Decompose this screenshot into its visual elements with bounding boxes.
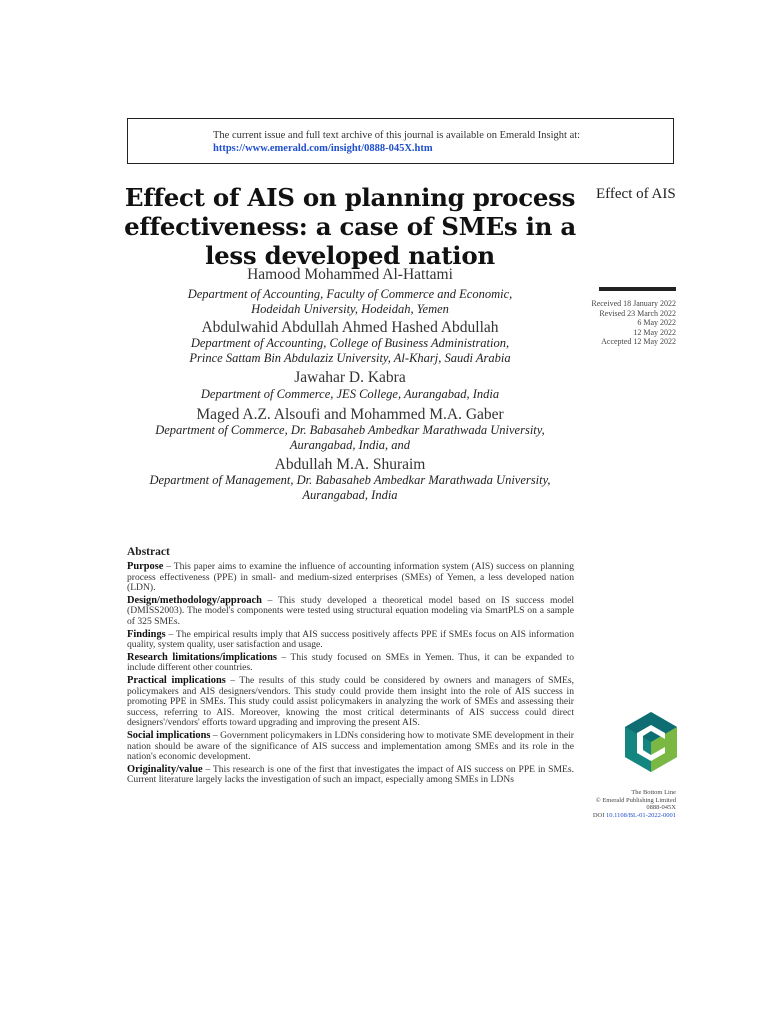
journal-name: The Bottom Line [631,789,676,796]
abstract-practical [127,676,574,729]
journal-doi [593,812,676,820]
abstract-purpose [127,562,574,594]
author-affiliation [100,387,600,402]
abstract-limitations [127,653,574,674]
abstract-section-text: – This study developed a theoretical model based on IS success model (DMISS2003). The model's components were tested using structural equation modeling via SmartPLS on a sample of 325 SMEs. [127,594,574,627]
journal-info [593,789,676,819]
paper-title-line-3: less developed nation [205,241,495,270]
author-name: Jawahar D. Kabra [294,369,406,386]
affiliation-line: Department of Accounting, Faculty of Commerce and Economic, [187,287,513,301]
author-name: Hamood Mohammed Al-Hattami [247,266,453,283]
doi-link[interactable]: 10.1108/BL-01-2022-0001 [606,811,676,819]
abstract-section-label: Originality/value [127,763,203,775]
affiliation-line: Aurangabad, India, and [289,437,411,452]
affiliation-line: Department of Commerce, JES College, Aurangabad, India [200,387,500,401]
paper-title [118,183,582,270]
emerald-logo-icon [625,712,677,772]
author-name: Maged A.Z. Alsoufi and Mohammed M.A. Gaber [196,406,504,423]
author-affiliation [100,423,600,452]
affiliation-line: Aurangabad, India [302,487,398,502]
date-received: Received 18 January 2022 [591,299,676,308]
archive-notice-link[interactable]: https://www.emerald.com/insight/0888-045X.htm [213,143,433,154]
author-name: Abdullah M.A. Shuraim [274,456,426,473]
abstract-section-text: – The empirical results imply that AIS success positively affects PPE if SMEs focus on AIS information quality, system quality, user satisfaction and usage. [127,628,574,651]
abstract-heading: Abstract [127,546,170,558]
paper-title-line-2: effectiveness: a case of SMEs in a [124,212,576,241]
abstract-design [127,596,574,628]
paper-title-line-1: Effect of AIS on planning process [124,183,576,212]
affiliation-line: Department of Management, Dr. Babasaheb Ambedkar Marathwada University, [149,473,551,487]
abstract-section-label: Purpose [127,561,164,572]
date-revised-2: 6 May 2022 [637,318,676,327]
archive-notice-text: The current issue and full text archive of this journal is available on Emerald Insight at: [213,130,581,141]
author-affiliation [100,336,600,365]
author-affiliation [100,287,600,316]
margin-rule [599,287,676,291]
abstract-section-label: Design/methodology/approach [127,594,262,606]
affiliation-line: Department of Accounting, College of Business Administration, [190,336,510,350]
submission-dates [591,299,676,347]
abstract-originality [127,765,574,786]
abstract-social [127,731,574,763]
journal-issn: 0888-045X [646,804,676,812]
abstract-section-text: – This research is one of the first that investigates the impact of AIS success on PPE in SMEs. Current literature largely lacks the investigation of such an impact, especially among SMEs in LDNs [127,763,574,786]
date-revised-3: 12 May 2022 [633,327,676,337]
doi-label: DOI [592,811,606,819]
author-name: Abdulwahid Abdullah Ahmed Hashed Abdullah [201,319,499,336]
abstract-section-label: Social implications [127,729,211,741]
abstract-section-label: Research limitations/implications [127,651,277,663]
author-affiliation [100,473,600,502]
affiliation-line: Department of Commerce, Dr. Babasaheb Ambedkar Marathwada University, [155,423,545,437]
affiliation-line: Hodeidah University, Hodeidah, Yemen [251,301,449,316]
archive-notice-box [127,118,674,164]
running-head: Effect of AIS [596,186,676,202]
abstract-section-text: – The results of this study could be considered by owners and managers of SMEs, policymakers and AIS designers/vendors. This study could provide them insight into the role of AIS success in promoting PPE in SMEs. This study could assist policymakers in analyzing the work of SMEs and assessing their success, referring to AIS. Moreover, knowing the most critical determinants of AIS success could direct designers'/vendors' efforts toward upgrading and improving the present AIS. [127,674,574,729]
journal-publisher: © Emerald Publishing Limited [595,796,676,804]
date-accepted: Accepted 12 May 2022 [601,337,676,346]
abstract-section-text: – This study focused on SMEs in Yemen. Thus, it can be expanded to include different other countries. [127,651,574,674]
abstract-section-label: Practical implications [127,674,226,686]
date-revised: Revised 23 March 2022 [599,308,676,318]
abstract-body [127,562,574,788]
affiliation-line: Prince Sattam Bin Abdulaziz University, Al-Kharj, Saudi Arabia [189,350,511,365]
abstract-section-text: – Government policymakers in LDNs considering how to motivate SME development in their nation should be aware of the significance of AIS success and implementation among SMEs and its role in the nation's economic development. [127,729,574,763]
abstract-findings [127,630,574,651]
abstract-section-label: Findings [127,628,166,640]
abstract-section-text: – This paper aims to examine the influence of accounting information system (AIS) success on planning process effectiveness (PPE) in small- and medium-sized enterprises (SMEs) of Yemen, a less developed nation (LDN). [127,561,574,594]
